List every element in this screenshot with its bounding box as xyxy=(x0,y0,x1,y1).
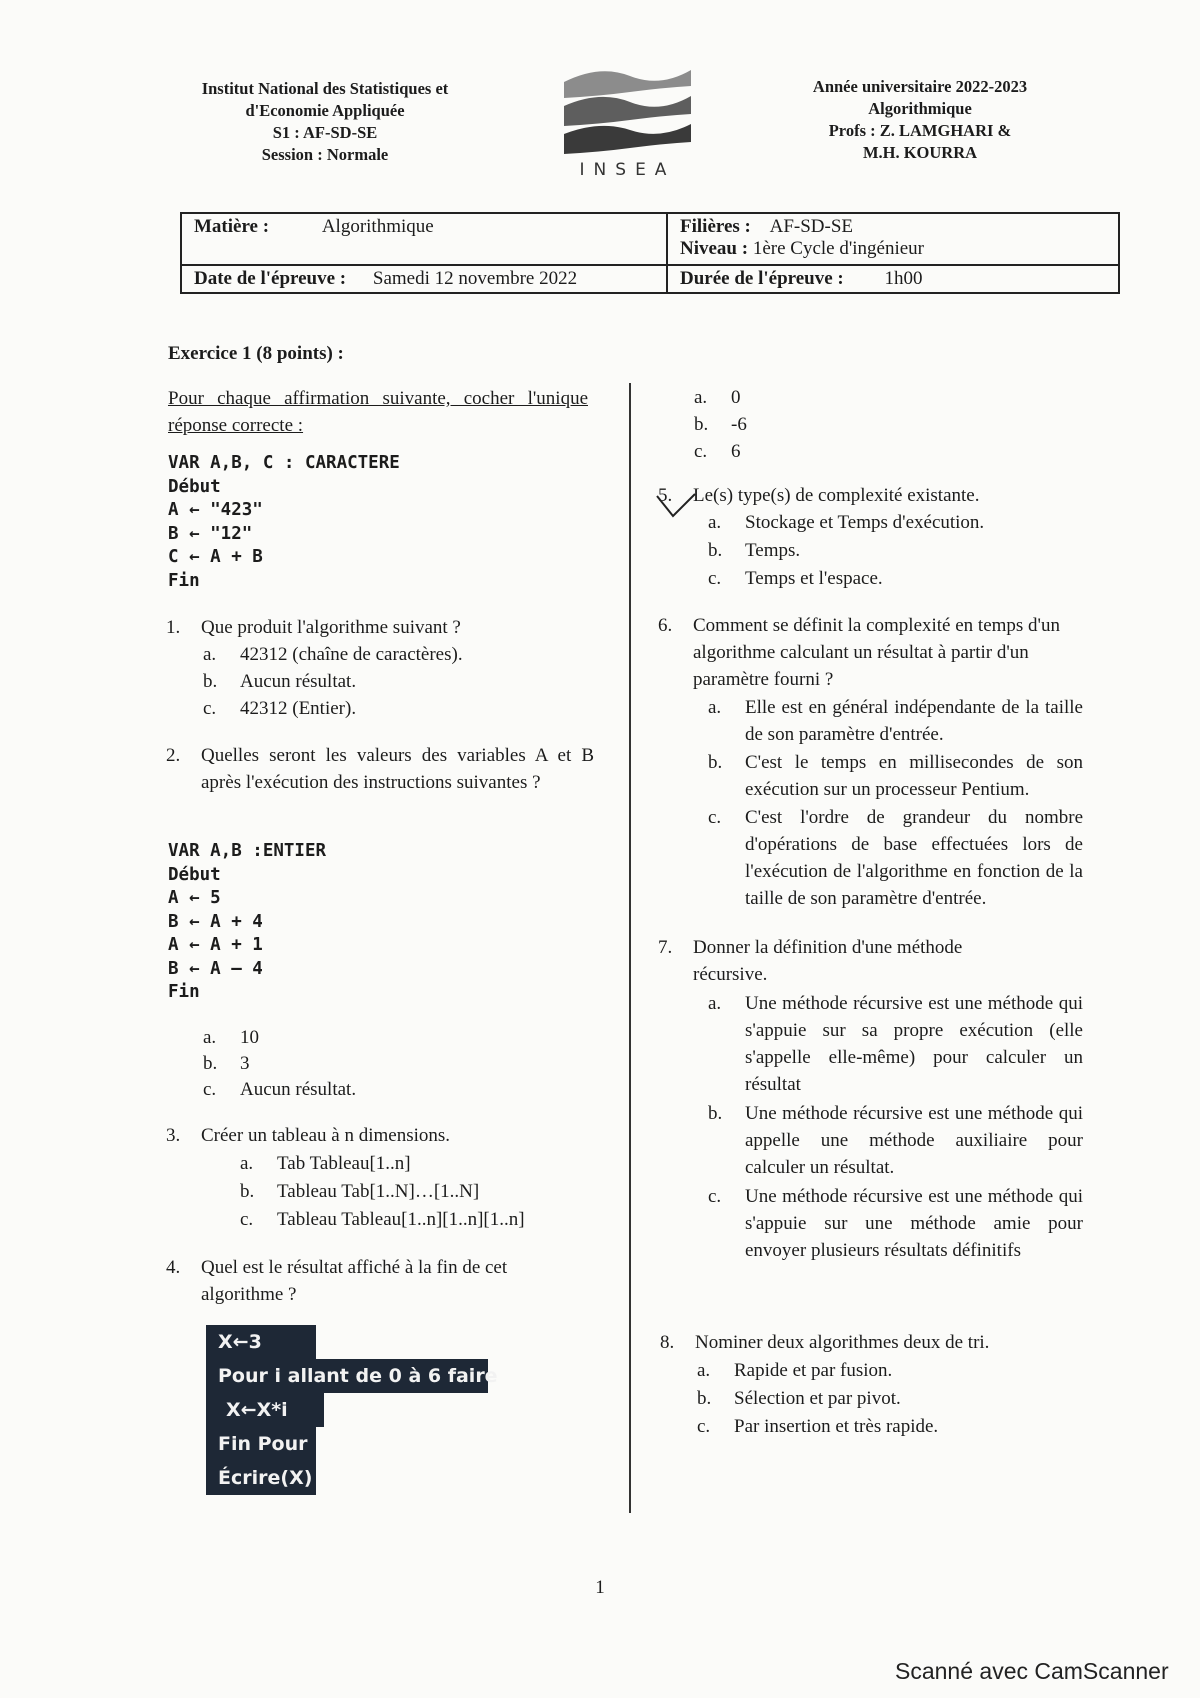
option-letter: b. xyxy=(708,752,723,773)
question-1 xyxy=(166,614,596,642)
option-letter: a. xyxy=(708,697,722,718)
option[interactable] xyxy=(240,1150,411,1177)
option-letter: a. xyxy=(694,387,708,408)
question-number: 2. xyxy=(166,745,181,766)
option-text: 10 xyxy=(240,1027,259,1048)
option[interactable] xyxy=(203,641,463,668)
header-line: S1 : AF-SD-SE xyxy=(272,123,378,142)
header-line: d'Economie Appliquée xyxy=(245,101,405,120)
option[interactable] xyxy=(203,1024,259,1051)
option-text: 42312 (chaîne de caractères). xyxy=(240,644,463,665)
code-line: Début xyxy=(168,476,221,497)
option-letter: a. xyxy=(203,644,217,665)
option-text: Tableau Tab[1..N]…[1..N] xyxy=(277,1181,480,1202)
question-text: Que produit l'algorithme suivant ? xyxy=(201,617,461,638)
option-letter: b. xyxy=(708,1103,723,1124)
date-cell xyxy=(181,265,667,293)
option-text: Une méthode récursive est une méthode qui s'appuie sur une méthode amie pour envoyer plusieurs résultats définitifs xyxy=(745,1186,1083,1261)
option-text: C'est le temps en millisecondes de son exécution sur un processeur Pentium. xyxy=(745,752,1083,800)
filieres-label: Filières : xyxy=(680,216,751,237)
duree-value: 1h00 xyxy=(884,268,923,289)
question-7 xyxy=(658,934,1088,990)
question-number: 5. xyxy=(658,485,673,506)
code-line: VAR A,B, C : CARACTERE xyxy=(168,453,400,473)
date-value: Samedi 12 novembre 2022 xyxy=(372,268,578,289)
question-text: Quel est le résultat affiché à la fin de cet algorithme ? xyxy=(201,1257,508,1305)
option[interactable] xyxy=(708,694,1083,748)
code-line: Fin xyxy=(168,570,200,591)
option-text: Tab Tableau[1..n] xyxy=(277,1153,411,1174)
question-3 xyxy=(166,1122,596,1150)
question-number: 7. xyxy=(658,937,673,958)
option[interactable] xyxy=(694,411,747,438)
question-4 xyxy=(166,1254,596,1310)
exercise-title: Exercice 1 (8 points) : xyxy=(168,343,344,364)
question-5 xyxy=(658,482,1088,510)
option[interactable] xyxy=(708,749,1083,803)
option[interactable] xyxy=(240,1178,479,1205)
matiere-label: Matière : xyxy=(194,216,270,237)
niveau-value: 1ère Cycle d'ingénieur xyxy=(752,238,925,259)
option[interactable] xyxy=(708,804,1083,912)
duree-label: Durée de l'épreuve : xyxy=(680,268,844,289)
code-line: B ← A + 4 xyxy=(168,911,263,932)
question-number: 4. xyxy=(166,1257,181,1278)
question-number: 8. xyxy=(660,1332,675,1353)
option-text: Une méthode récursive est une méthode qui appelle une méthode auxiliaire pour calculer un résultat. xyxy=(745,1103,1083,1178)
code-block-2 xyxy=(168,840,326,1005)
option-letter: b. xyxy=(694,414,709,435)
option[interactable] xyxy=(203,1076,356,1103)
option[interactable] xyxy=(708,537,800,564)
option-letter: a. xyxy=(240,1153,254,1174)
code-line: A ← 5 xyxy=(168,888,221,908)
code-block-1 xyxy=(168,452,400,593)
page-number: 1 xyxy=(595,1577,605,1598)
option-letter: c. xyxy=(694,441,708,462)
algorithm-line: X←3 xyxy=(206,1325,316,1359)
option-text: Aucun résultat. xyxy=(240,1079,357,1100)
algorithm-line: Écrire(X) xyxy=(206,1461,316,1495)
code-line: Début xyxy=(168,864,221,885)
option-text: 42312 (Entier). xyxy=(240,698,357,719)
header-line: Algorithmique xyxy=(868,99,972,118)
option[interactable] xyxy=(708,1183,1083,1264)
code-line: VAR A,B :ENTIER xyxy=(168,841,327,861)
option-letter: a. xyxy=(708,512,722,533)
institution-header xyxy=(170,78,480,166)
option[interactable] xyxy=(697,1413,938,1440)
niveau-label: Niveau : xyxy=(680,238,749,259)
filieres-cell xyxy=(667,213,1119,265)
instruction: Pour chaque affirmation suivante, cocher l'unique réponse correcte : xyxy=(168,388,588,436)
option-letter: c. xyxy=(697,1416,711,1437)
question-text: Donner la définition d'une méthode récursive. xyxy=(693,937,963,985)
option-letter: a. xyxy=(203,1027,217,1048)
option[interactable] xyxy=(694,438,741,465)
option-text: Stockage et Temps d'exécution. xyxy=(745,512,985,533)
algorithm-line: X←X*i xyxy=(206,1393,324,1427)
code-line: Fin xyxy=(168,982,200,1002)
option[interactable] xyxy=(708,565,883,592)
question-text: Le(s) type(s) de complexité existante. xyxy=(693,485,980,506)
option-letter: c. xyxy=(240,1209,254,1230)
option-text: Par insertion et très rapide. xyxy=(734,1416,939,1437)
option-letter: b. xyxy=(697,1388,712,1409)
header-line: Année universitaire 2022-2023 xyxy=(812,77,1028,96)
option-text: C'est l'ordre de grandeur du nombre d'opérations de base effectuées lors de l'exécution de l'algorithme en fonction de la taille de son paramètre d'entrée. xyxy=(745,807,1083,909)
option-letter: b. xyxy=(203,1053,218,1074)
column-divider xyxy=(629,383,631,1513)
question-text: Créer un tableau à n dimensions. xyxy=(201,1125,451,1146)
option-letter: c. xyxy=(708,1186,722,1207)
code-line: A ← A + 1 xyxy=(168,935,263,955)
date-label: Date de l'épreuve : xyxy=(194,268,347,289)
question-8 xyxy=(660,1329,1090,1357)
option-text: 3 xyxy=(240,1053,250,1074)
header-line: Session : Normale xyxy=(261,145,389,164)
logo-text: INSEA xyxy=(579,160,676,180)
option[interactable] xyxy=(708,1100,1083,1181)
checkmark-icon xyxy=(655,490,701,526)
duree-cell xyxy=(667,265,1119,293)
option-letter: c. xyxy=(203,1079,217,1100)
option-text: Aucun résultat. xyxy=(240,671,357,692)
option-letter: c. xyxy=(708,568,722,589)
code-line: C ← A + B xyxy=(168,547,263,567)
option[interactable] xyxy=(203,668,356,695)
option-text: Sélection et par pivot. xyxy=(734,1388,901,1409)
option[interactable] xyxy=(708,990,1083,1098)
option-letter: c. xyxy=(203,698,217,719)
option[interactable] xyxy=(203,695,356,722)
option[interactable] xyxy=(708,509,984,536)
option-text: Une méthode récursive est une méthode qui s'appuie sur sa propre exécution (elle s'appelle elle-même) pour calculer un résultat xyxy=(745,993,1083,1095)
question-text: Comment se définit la complexité en temps d'un algorithme calculant un résultat à partir d'un paramètre fourni ? xyxy=(693,615,1060,690)
option-text: Temps. xyxy=(745,540,801,561)
question-number: 3. xyxy=(166,1125,181,1146)
camscanner-watermark: Scanné avec CamScanner xyxy=(895,1658,1169,1684)
option-text: -6 xyxy=(731,414,747,435)
header-line: M.H. KOURRA xyxy=(862,143,978,162)
exam-info-table xyxy=(180,212,1120,294)
question-text: Nominer deux algorithmes deux de tri. xyxy=(695,1332,990,1353)
header-line: Institut National des Statistiques et xyxy=(201,79,449,98)
algorithm-line: Fin Pour xyxy=(206,1427,316,1461)
question-number: 1. xyxy=(166,617,181,638)
option[interactable] xyxy=(694,384,741,411)
question-6 xyxy=(658,612,1088,694)
option-letter: c. xyxy=(708,807,722,828)
option-letter: b. xyxy=(240,1181,255,1202)
option-letter: b. xyxy=(203,671,218,692)
option-letter: b. xyxy=(708,540,723,561)
code-line: B ← "12" xyxy=(168,523,253,544)
option-text: 6 xyxy=(731,441,741,462)
year-header xyxy=(770,76,1070,164)
algorithm-line: Pour i allant de 0 à 6 faire xyxy=(206,1359,488,1393)
question-2 xyxy=(166,742,594,824)
option-letter: a. xyxy=(708,993,722,1014)
question-number: 6. xyxy=(658,615,673,636)
option-text: Temps et l'espace. xyxy=(745,568,883,589)
code-line: B ← A – 4 xyxy=(168,958,263,979)
option-text: Elle est en général indépendante de la taille de son paramètre d'entrée. xyxy=(745,697,1083,745)
filieres-value: AF-SD-SE xyxy=(769,216,854,237)
option-text: 0 xyxy=(731,387,741,408)
option-text: Rapide et par fusion. xyxy=(734,1360,893,1381)
option-letter: a. xyxy=(697,1360,711,1381)
option[interactable] xyxy=(203,1050,250,1077)
question-text: Quelles seront les valeurs des variables A et B après l'exécution des instructions suivantes ? xyxy=(201,745,594,793)
option[interactable] xyxy=(697,1357,892,1384)
option[interactable] xyxy=(697,1385,901,1412)
option[interactable] xyxy=(240,1206,525,1233)
matiere-cell xyxy=(181,213,667,265)
matiere-value: Algorithmique xyxy=(321,216,434,237)
code-line: A ← "423" xyxy=(168,500,263,520)
header-line: Profs : Z. LAMGHARI & xyxy=(828,121,1012,140)
option-text: Tableau Tableau[1..n][1..n][1..n] xyxy=(277,1209,525,1230)
